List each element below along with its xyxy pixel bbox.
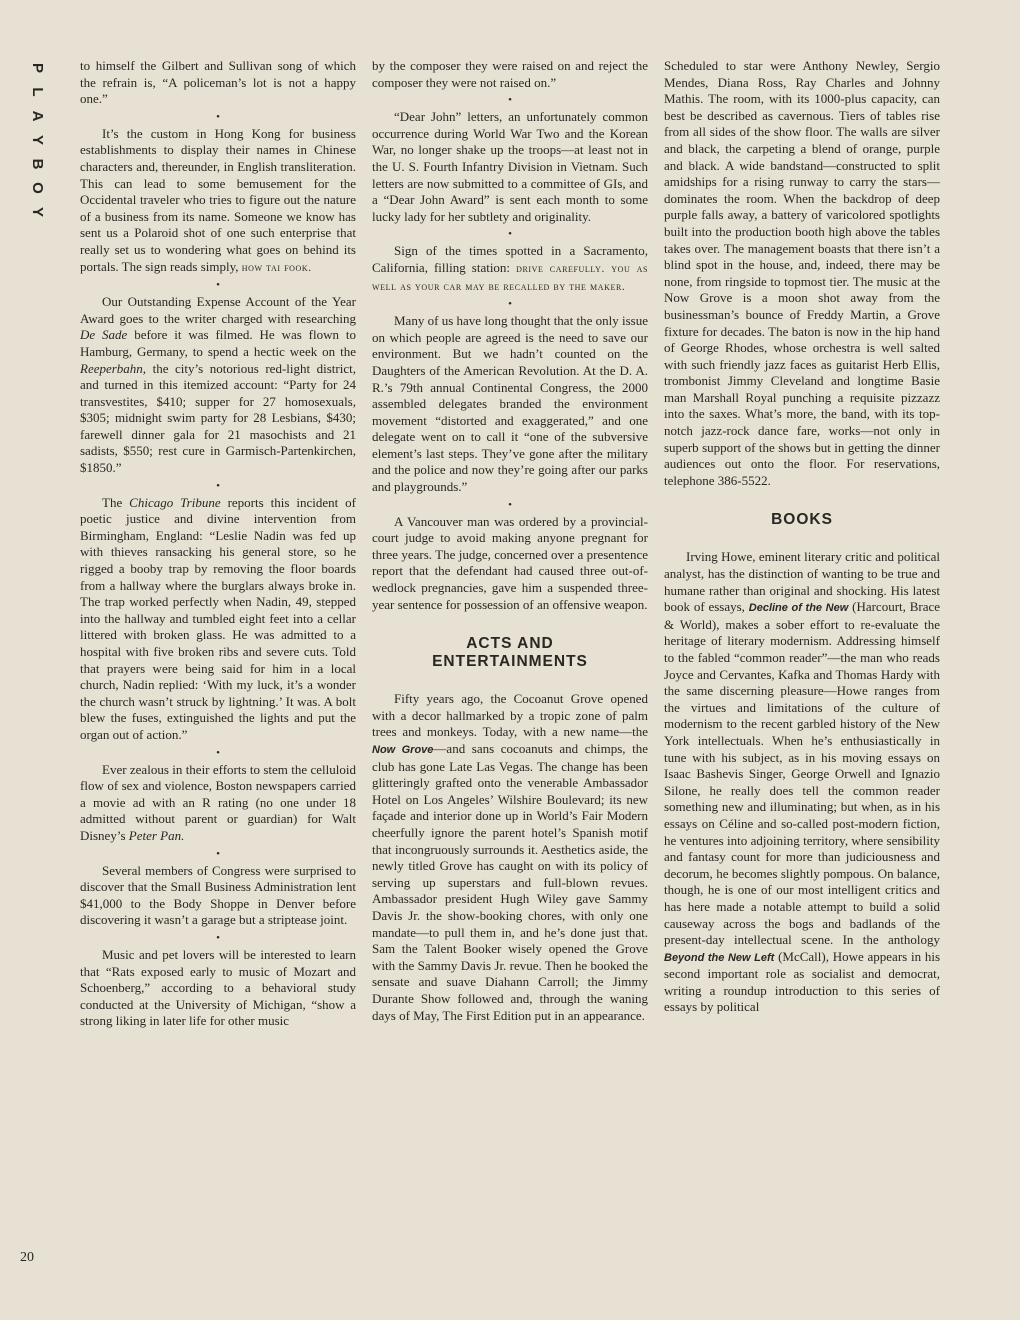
item-separator: • [216,847,220,860]
book-title: Decline of the New [748,602,849,615]
paragraph: Irving Howe, eminent literary critic and political analyst, has the distinction of wanting to be true and humane rather than original and shocking. His latest book of essays, Decline of the New (Harcourt, Brace & World), makes a sober effort to re-evaluate the heritage of literary modernism. Addressing himself to the fabled “common reader”—the man who reads Joyce and Cervantes, Kafka and Thomas Hardy with the same discerning pleasure—Howe ranges from the virtues and limitations of the culture of modernism to the recent garbled history of the New York intellectuals. When he’s enthusiastically in tune with his subject, as in his moving essays on Isaac Bashevis Singer, George Orwell and Ignazio Silone, he really does tell the common reader something new and illuminating; but when, as in his essays on Céline and so-called post-modern fiction, he ventures into adjoining territory, where sensibility and fantasy count for more than judiciousness and decorum, he becomes slightly pompous. On balance, though, he is one of our most intelligent critics and has here made a notable attempt to build a solid causeway across the bogs and badlands of the present-day intellectual scene. In the anthology Beyond the New Left (McCall), Howe appears in his second important role as socialist and democrat, writing a roundup introduction to this series of essays by political [664,549,941,1015]
section-heading-acts: ACTS AND ENTERTAINMENTS [432,635,588,671]
film-title: De Sade [80,327,128,343]
brand-letter: L [29,87,46,97]
column-1 [80,58,356,1030]
paragraph: Our Outstanding Expense Account of the Year Award goes to the writer charged with researching De Sade before it was filmed. He was flown to Hamburg, Germany, to spend a hectic week on the Reeperbahn, the city’s notorious red-light district, and turned in this itemized account: “Party for 24 transvestites, $410; supper for 27 homosexuals, $305; midnight swim party for 28 Lesbians, $430; farewell dinner gala for 21 masochists and 21 sadists, $550; rest cure in Garmisch-Partenkirchen, $1850.” [80,294,357,476]
sign-text: how tai fook. [241,261,312,274]
sign-text: drive carefully. you as well as your car may be recalled by the maker. [372,262,648,293]
column-3 [664,58,940,1016]
book-title: Beyond the New Left [664,951,775,964]
paragraph: Ever zealous in their efforts to stem the celluloid flow of sex and violence, Boston newspapers carried a movie ad with an R rating (no one under 18 admitted without parent or guardian) for Walt Disney’s Peter Pan. [80,761,356,843]
paragraph: Music and pet lovers will be interested to learn that “Rats exposed early to music of Mozart and Schoenberg,” according to a behavioral study conducted at the University of Michigan, “show a strong liking in later life for other music [80,946,356,1029]
paragraph: Sign of the times spotted in a Sacramento, California, filling station: drive carefully. you as well as your car may be recalled by the maker. [372,243,648,293]
paragraph: Fifty years ago, the Cocoanut Grove opened with a decor hallmarked by a tropic zone of palm trees and monkeys. Today, with a new name—the Now Grove—and sans cocoanuts and chimps, the club has gone Late Las Vegas. The change has been glitteringly grafted onto the venerable Ambassador Hotel on Los Angeles’ Wilshire Boulevard; its new façade and interior done up in World’s Fair Modern cheerfully ignore the parent hotel’s Spanish motif that incongruously surrounds it. Aesthetics aside, the newly titled Grove has caught on with its policy of serving up superstars and full-blown revues. Ambassador president Hugh Wiley gave Sammy Davis Jr. the show-booking chores, with only one mandate—to pull them in, and he’s done just that. Sam the Talent Booker wisely opened the Grove with the Sammy Davis Jr. revue. Then he booked the sensate and suave Diahann Carroll; the Jimmy Durante Show followed and, through the waning days of May, The First Edition put in an appearance. [372,691,648,1023]
section-heading-books: BOOKS [771,511,833,529]
paragraph: to himself the Gilbert and Sullivan song of which the refrain is, “A policeman’s lot is not a happy one.” [80,58,356,107]
paragraph: Several members of Congress were surprised to discover that the Small Business Administration lent $41,000 to the Body Shoppe in Denver before discovering it wasn’t a garage but a striptease joint. [80,862,356,928]
item-separator: • [216,746,220,759]
item-separator: • [216,110,220,123]
item-separator: • [216,279,220,292]
brand-letter: Y [29,206,46,217]
paragraph: It’s the custom in Hong Kong for business establishments to display their names in Chinese characters and, thereunder, in English transliteration. This can lead to some bemusement for the Occidental traveler who tries to figure out the nature of a business from its name. Someone we know has sent us a Polaroid shot of one such enterprise that really set us to wondering what goes on behind its portals. The sign reads simply, how tai fook. [80,125,356,274]
paragraph: Many of us have long thought that the only issue on which people are agreed is the need to save our environment. But we hadn’t counted on the Daughters of the American Revolution. At the D. A. R.’s 79th annual Continental Congress, the 2000 assembled delegates branded the environment movement “distorted and exaggerated,” and one delegate went on to call it “one of the subversive element’s last steps. They’ve gone after the military and the police and now they’re going after our parks and playgrounds.” [372,313,648,495]
paragraph: by the composer they were raised on and reject the composer they were not raised on.” [372,58,648,90]
item-separator: • [508,498,512,511]
paragraph: Scheduled to star were Anthony Newley, Sergio Mendes, Diana Ross, Ray Charles and Johnny Mathis. The room, with its 1000-plus capacity, can best be described as cavernous. Tiers of tables rise from all sides of the show floor. The walls are silver and black, the carpeting a blend of orange, purple and black. A wide bandstand—constructed to split amidships for a rising runway to carry the stars—dominates the room. When the backdrop of deep purple falls away, a battery of varicolored spotlights built into the production booth high above the tables takes over. The management boasts that there isn’t a blind spot in the house, and, indeed, there may be none, from ringside to topmost tier. The music at the Now Grove is a moon shot away from the businessman’s bounce of Freddy Martin, a Grove fixture for decades. The baton is now in the hip hand of George Rhodes, whose orchestra is well salted with such friendly jazz faces as guitarist Herb Ellis, trombonist Jimmy Cleveland and longtime Basie man Marshall Royal punching a requisite pizzazz into the saxes. What’s more, the band, with its top-notch jazz-rock dance fare, works—not only in superb support of the shows but in getting the dinner audiences out onto the floor. For reservations, telephone 386-5522. [664,58,940,488]
paragraph: The Chicago Tribune reports this incident of poetic justice and divine intervention from Birmingham, England: “Leslie Nadin was fed up with thieves ransacking his general store, so he rigged a booby trap by removing the floor boards from a hallway where the burglars always broke in. The trap worked perfectly when Nadin, 49, stepped into the hallway and tumbled eight feet into a cellar littered with broken glass. He was admitted to a hospital with five broken ribs and severe cuts. Told that prayers were being said for him in a local church, Nadin replied: ‘With my luck, it’s a wonder the church wasn’t struck by lightning.’ It was. A bolt blew the fuses, extinguished the lights and put the organ out of action.” [80,494,357,742]
page-number: 20 [20,1250,34,1265]
brand-letter: O [29,182,46,194]
vertical-brand [26,56,48,224]
venue-name: Now Grove [372,744,434,756]
item-separator: • [216,479,220,492]
brand-letter: A [29,110,46,122]
item-separator: • [216,931,220,944]
item-separator: • [508,94,512,107]
item-separator: • [508,228,512,241]
brand-letter: Y [29,134,46,145]
paragraph: “Dear John” letters, an unfortunately common occurrence during World War Two and the Korean War, no longer shake up the troops—at least not in the U. S. Fourth Infantry Division in Vietnam. Such letters are now submitted to a committee of GIs, and a “Dear John Award” is sent each month to some lucky lady for her subtlety and originality. [372,109,648,224]
brand-letter: B [29,158,46,170]
place-name: Reeperbahn, [80,360,147,376]
newspaper-title: Chicago Tribune [129,494,221,510]
paragraph: A Vancouver man was ordered by a provincial-court judge to avoid making anyone pregnant for three years. The judge, concerned over a presentence report that the defendant had caused three out-of-wedlock pregnancies, gave him a suspended three-year sentence for possession of an offensive weapon. [372,513,648,612]
brand-letter: P [29,62,46,73]
film-title: Peter Pan. [128,827,185,843]
column-2 [372,58,648,1024]
item-separator: • [508,298,512,311]
